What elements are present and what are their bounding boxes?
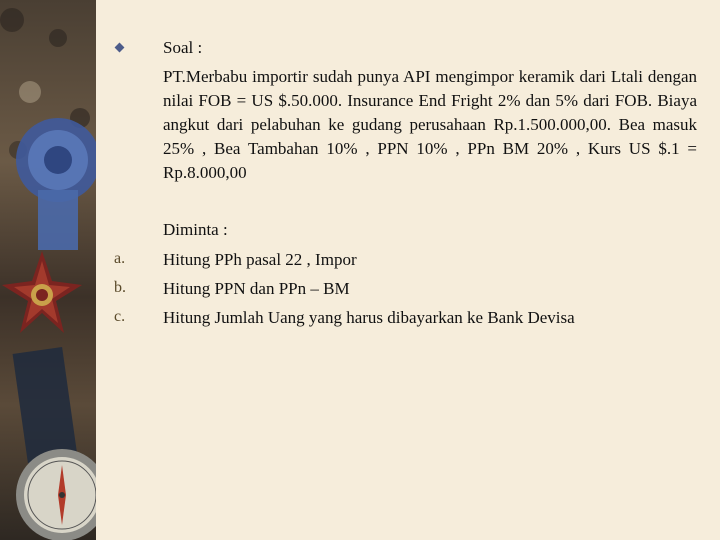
list-marker: a. — [114, 250, 126, 267]
list-item-text: Hitung PPh pasal 22 , Impor — [163, 250, 357, 269]
list-marker: b. — [114, 279, 126, 296]
diminta-label: Diminta : — [163, 220, 228, 239]
soal-body: PT.Merbabu importir sudah punya API mengimpor keramik dari Ltali dengan nilai FOB = US $.50.000. Insurance End Fright 2% dan 5% dari FOB. Biaya angkut dari pelabuhan ke gudang perusahaan Rp.1.500.000,00. Bea masuk 25% , Bea Tambahan 10% , PPN 10% , PPn BM 20% , Kurs US $.1 = Rp.8.000,00 — [163, 67, 697, 182]
slide-content — [96, 0, 720, 540]
list-item-text: Hitung Jumlah Uang yang harus dibayarkan ke Bank Devisa — [163, 308, 575, 327]
medal-compass-photo — [0, 0, 96, 540]
side-decoration — [0, 0, 96, 540]
list-item-text: Hitung PPN dan PPn – BM — [163, 279, 350, 298]
soal-label: Soal : — [163, 38, 203, 57]
diamond-bullet-icon — [115, 43, 125, 53]
list-marker: c. — [114, 308, 126, 325]
